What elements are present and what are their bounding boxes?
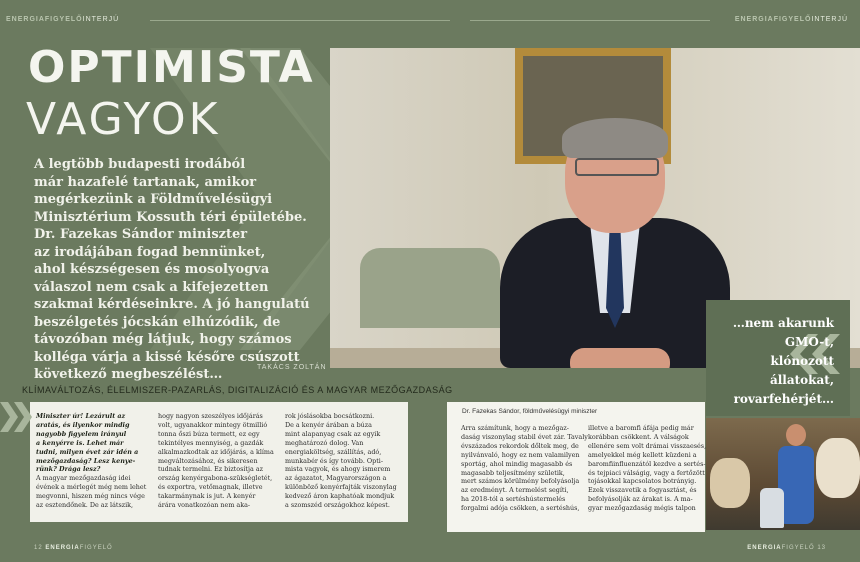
text-line: ha 2018-tól a sertéshústermelés: [461, 495, 566, 504]
text-line: volt, ugyanakkor mintegy ötmillió: [158, 420, 268, 429]
quote-line: …nem akarunk: [732, 316, 834, 330]
intro-line: Dr. Fazekas Sándor miniszter: [34, 227, 248, 242]
text-line: kedvező áron kaphatóak mondjuk: [285, 492, 395, 501]
intro-line: válaszol nem csak a kifejezetten: [34, 279, 269, 295]
glasses: [575, 158, 659, 176]
footer-left: [34, 545, 113, 551]
text-line: korábban csökkent. A válságok: [588, 432, 689, 441]
text-line: sportág, ahol mindig magasabb és: [461, 459, 573, 468]
answer-line: megvonni, hiszen még nincs vége: [36, 492, 145, 501]
intro-line: A legtöbb budapesti irodából: [34, 157, 246, 172]
answer-line: az esztendőnek. De az látszik,: [36, 501, 134, 510]
text-line: magasabb teljesítmény születik,: [461, 468, 565, 477]
question-line: nagyobb figyelem irányul: [36, 429, 127, 438]
farmer-head: [786, 424, 806, 446]
intro-line: beszélgetés jócskán elhúzódik, de: [34, 314, 281, 330]
text-line: daság viszonylag stabil évet zár. Tavaly: [461, 432, 588, 441]
couch: [360, 248, 500, 328]
footer-brand-sub: FIGYELŐ: [781, 545, 815, 551]
text-line: baromfiinfluenzától kezdve a sertés-: [588, 459, 706, 468]
farm-photo: [706, 418, 860, 530]
text-line: az eredményt. A termelést segíti,: [461, 486, 569, 495]
text-line: alkalmazkodtak az időjárás, a klíma: [158, 447, 274, 456]
text-line: tekintélyes mennyiség, a gazdák: [158, 438, 264, 447]
quote-line: állatokat,: [769, 373, 834, 387]
text-line: takarmánynak is jut. A kenyér: [158, 492, 256, 501]
milk-can: [760, 488, 784, 528]
text-line: különböző kenyérfajták viszonylag: [285, 483, 397, 492]
text-line: nyilvánvaló, hogy ez nem valamilyen: [461, 450, 580, 459]
quote-line: GMO-t,: [784, 335, 834, 349]
text-line: munkabér és így tovább. Opti-: [285, 456, 383, 465]
right-column-1: [461, 424, 588, 513]
text-line: mint alapanyag csak az egyik: [285, 429, 381, 438]
text-line: forgalmi adója csökken, a sertéshús,: [461, 504, 580, 513]
intro-line: ahol készségesen és mosolyogva: [34, 262, 270, 277]
question-line: Miniszter úr! Lezárult az: [36, 412, 126, 420]
text-line: meghatározó dolog. Van: [285, 438, 364, 447]
footer-brand-sub: FIGYELŐ: [79, 545, 113, 551]
text-line: De a kenyér árában a búza: [285, 420, 372, 429]
answer-line: évének a mérlegét még nem lehet: [36, 483, 147, 492]
panel-chevron-icon: [0, 402, 40, 432]
question-line: aratás, és ilyenkor mindig: [36, 420, 130, 429]
intro-paragraph: [34, 156, 334, 384]
text-line: befolyásolják az árakat is. A ma-: [588, 495, 693, 504]
text-line: és exportra, vetőmagnak, illetve: [158, 483, 263, 492]
text-line: Ezek visszavetik a fogyasztást, és: [588, 486, 697, 495]
question-line: a kenyérre is. Lehet már: [36, 438, 124, 447]
header-rule-right: [470, 20, 710, 21]
text-line: tonna őszi búza termett, ez egy: [158, 429, 260, 438]
text-line: megváltozásához, és sikeresen: [158, 456, 258, 465]
headline-line2: VAGYOK: [26, 94, 221, 145]
text-line: hogy nagyon szeszélyes időjárás: [158, 412, 263, 420]
header-section-name: ENERGIAFIGYELŐ: [734, 16, 812, 23]
header-right-section: [735, 16, 848, 23]
answer-line: A magyar mezőgazdaság idei: [36, 474, 131, 483]
question-line: mezőgazdaság? Lesz kenye-: [36, 456, 136, 465]
quote-line: klónozott: [770, 354, 834, 368]
intro-line: már hazafelé tartanak, amikor: [34, 174, 257, 190]
text-line: ország kenyérgabona-szükségletét,: [158, 474, 273, 483]
text-line: energiaköltség, szállítás, adó,: [285, 447, 382, 456]
footer-brand: ENERGIA: [747, 545, 782, 551]
hair: [562, 118, 668, 158]
text-line: mert számos körülmény befolyásolja: [461, 477, 580, 486]
footer-brand: ENERGIA: [45, 545, 80, 551]
intro-line: szakmai kérdéseinkre. A jó hangulatú: [34, 297, 310, 312]
text-line: gyar mezőgazdaság mégis talpon: [588, 504, 696, 513]
text-line: évszázados rekordok dőltek meg, de: [461, 441, 579, 450]
text-line: és tejpiaci válságig, vagy a fertőzött: [588, 468, 705, 477]
intro-line: távozóban még látjuk, hogy számos: [34, 332, 292, 347]
photo-caption: Dr. Fazekas Sándor, földművelésügyi miniszter: [462, 408, 598, 415]
text-line: az ágazatot, Magyarországon a: [285, 474, 387, 483]
intro-line: megérkezünk a Földművelésügyi: [34, 192, 273, 207]
intro-line: Minisztérium Kossuth téri épületébe.: [34, 209, 307, 225]
intro-line: kolléga várja a kissé későre csúszott: [34, 349, 300, 365]
minister-figure: [500, 88, 730, 368]
intro-line: következő megbeszélést…: [34, 367, 223, 382]
footer-right: [747, 545, 826, 551]
quote-line: rovarfehérjét…: [733, 392, 834, 406]
topics-strip: KLÍMAVÁLTOZÁS, ÉLELMISZER-PAZARLÁS, DIGITALIZÁCIÓ ÉS A MAGYAR MEZŐGAZDASÁG: [22, 385, 453, 395]
text-line: tojásokkal kapcsolatos botrányig.: [588, 477, 697, 486]
hands: [570, 348, 670, 368]
headline-line1: OPTIMISTA: [28, 42, 315, 93]
question-line: tudni, milyen évet zár idén a: [36, 447, 139, 456]
author-byline: TAKÁCS ZOLTÁN: [257, 364, 327, 371]
pull-quote: [714, 314, 834, 409]
text-line: árára vonatkozóan nem aka-: [158, 501, 251, 510]
article-column-2: [158, 412, 274, 510]
text-line: mista vagyok, és ahogy ismerem: [285, 465, 391, 474]
page-number-left: 12: [34, 545, 43, 551]
text-line: tudnak termelni. Ez biztosítja az: [158, 465, 263, 474]
text-line: ellenére sem volt drámai visszaesés,: [588, 441, 707, 450]
text-line: amelyekkel még kellett küzdeni a: [588, 450, 697, 459]
article-column-1: [36, 412, 148, 510]
text-line: Arra számítunk, hogy a mezőgaz-: [461, 424, 569, 432]
text-line: a szomszéd országokhoz képest.: [285, 501, 390, 510]
article-column-3: [285, 412, 403, 510]
text-line: illetve a baromfi áfája pedig már: [588, 424, 694, 432]
header-section-sub: INTERJÚ: [82, 16, 120, 23]
header-section-sub: INTERJÚ: [811, 16, 848, 23]
intro-line: az irodájában fogad bennünket,: [34, 244, 266, 260]
cow: [816, 438, 860, 498]
text-line: rok jóslásokba bocsátkozni.: [285, 412, 375, 420]
question-line: rünk? Drága lesz?: [36, 465, 101, 474]
right-column-2: [588, 424, 707, 513]
cow: [710, 458, 750, 508]
page-number-right: 13: [817, 545, 826, 551]
header-section-name: ENERGIAFIGYELŐ: [6, 16, 83, 23]
page-footer: [0, 540, 860, 562]
